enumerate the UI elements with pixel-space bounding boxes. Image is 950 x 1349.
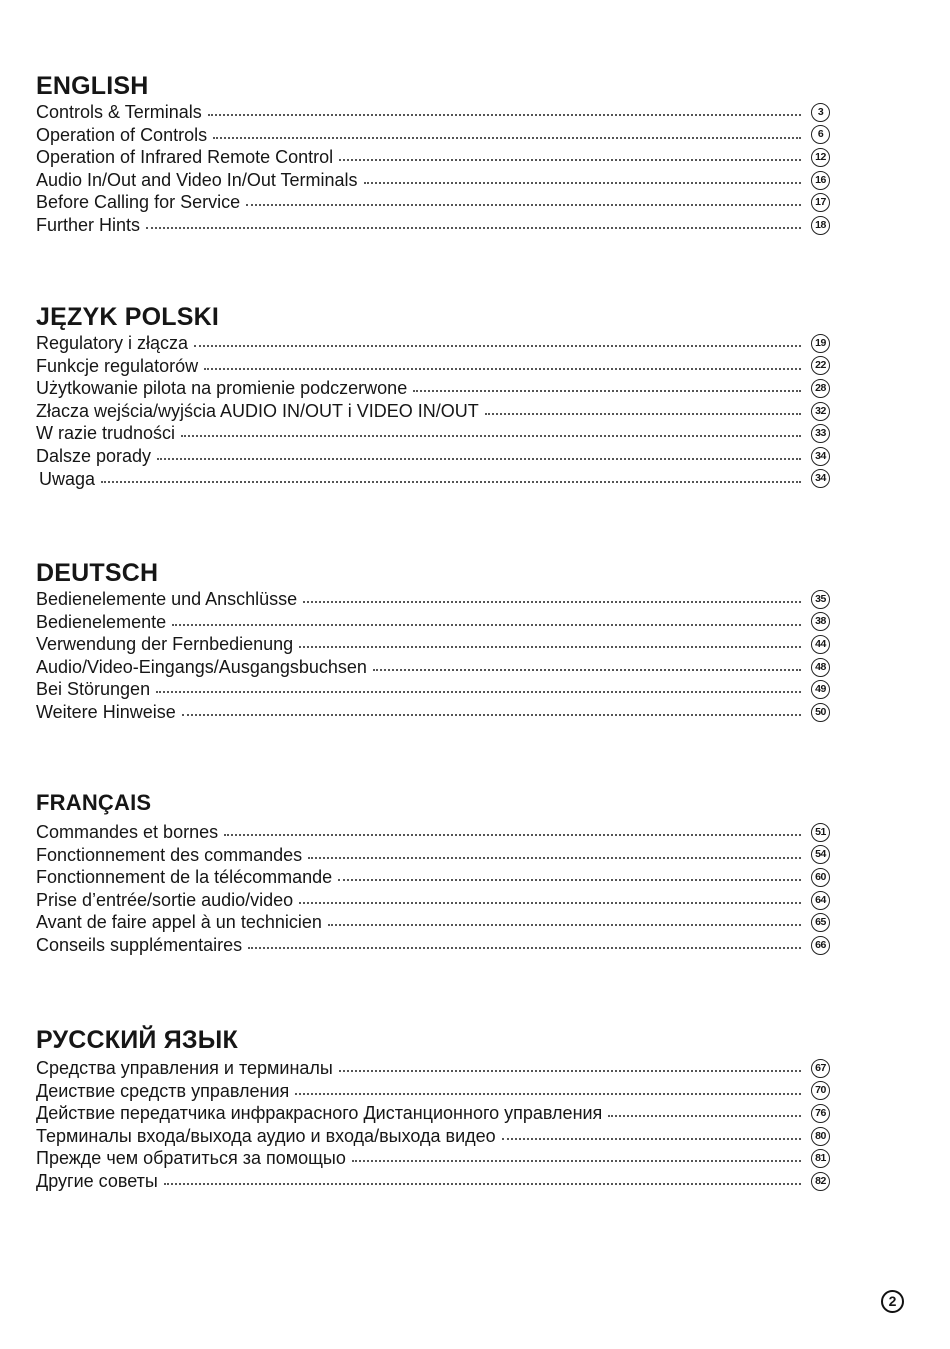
toc-entry-page-number: 33 [811, 424, 830, 443]
toc-entry-label: Терминалы входа/выхода аудио и входа/выхода видео [36, 1125, 496, 1146]
toc-entry-label: Bedienelemente [36, 611, 167, 632]
toc-entry-label: Средства управления и терминалы [36, 1058, 333, 1078]
toc-entry-label: Operation of Infrared Remote Control [36, 147, 334, 168]
dot-leader [373, 668, 801, 671]
toc-entry[interactable] [36, 1147, 830, 1170]
dot-leader [364, 181, 801, 184]
dot-leader [164, 1182, 801, 1185]
toc-entry-page-number: 60 [811, 868, 830, 887]
toc-entry[interactable] [36, 191, 830, 214]
section-francais [36, 790, 830, 957]
toc-entry-page-number: 49 [811, 680, 830, 699]
toc-entry-page-number: 34 [811, 469, 830, 488]
toc-entry[interactable] [36, 821, 830, 844]
toc-entry[interactable] [36, 146, 830, 169]
toc-list-deutsch [36, 588, 830, 724]
toc-entry-page-number: 51 [811, 823, 830, 842]
dot-leader [608, 1114, 801, 1117]
toc-entry-page-number: 3 [811, 103, 830, 122]
dot-leader [338, 878, 801, 881]
toc-entry[interactable] [36, 889, 830, 912]
toc-entry-page-number: 16 [811, 171, 830, 190]
toc-list-polski [36, 332, 830, 490]
toc-entry[interactable] [36, 633, 830, 656]
section-heading-deutsch: DEUTSCH [36, 559, 159, 587]
toc-entry[interactable] [36, 934, 830, 957]
dot-leader [213, 136, 801, 139]
toc-entry[interactable] [36, 701, 830, 724]
toc-entry-page-number: 70 [811, 1081, 830, 1100]
dot-leader [352, 1159, 801, 1162]
dot-leader [339, 158, 801, 161]
toc-entry[interactable] [36, 678, 830, 701]
toc-entry[interactable] [36, 911, 830, 934]
toc-entry[interactable] [36, 355, 830, 378]
toc-entry-label: Bei Störungen [36, 679, 151, 700]
toc-entry-page-number: 6 [811, 125, 830, 144]
dot-leader [485, 412, 801, 415]
toc-entry-label: Audio/Video-Eingangs/Ausgangsbuchsen [36, 656, 367, 677]
dot-leader [295, 1092, 801, 1095]
toc-entry[interactable] [36, 1102, 830, 1125]
toc-entry-label: Verwendung der Fernbedienung [36, 634, 294, 655]
toc-entry-label: Audio In/Out and Video In/Out Terminals [36, 169, 358, 190]
toc-entry[interactable] [36, 400, 830, 423]
toc-entry-label: Uwaga [39, 468, 96, 489]
toc-entry-label: Conseils supplémentaires [36, 934, 243, 955]
toc-entry-label: Fonctionnement de la télécommande [36, 867, 333, 888]
toc-entry-label: Użytkowanie pilota na promienie podczerwone [36, 378, 408, 399]
dot-leader [194, 344, 801, 347]
toc-entry-label: Further Hints [36, 214, 141, 235]
toc-entry[interactable] [36, 1080, 830, 1103]
toc-entry-page-number: 80 [811, 1127, 830, 1146]
dot-leader [224, 833, 801, 836]
toc-entry[interactable] [36, 445, 830, 468]
toc-entry-label: Operation of Controls [36, 124, 208, 145]
toc-entry[interactable] [36, 588, 830, 611]
section-heading-russian: РУССКИЙ ЯЗЫК [36, 1026, 238, 1054]
page-number: 2 [881, 1290, 904, 1313]
toc-entry-label: Bedienelemente und Anschlüsse [36, 589, 298, 609]
toc-list-francais [36, 821, 830, 957]
toc-entry[interactable] [36, 611, 830, 634]
dot-leader [248, 946, 801, 949]
toc-entry-label: Прежде чем обратиться за помощыо [36, 1148, 346, 1169]
toc-entry[interactable] [36, 214, 830, 237]
toc-entry-page-number: 12 [811, 148, 830, 167]
toc-entry[interactable] [36, 468, 830, 491]
toc-entry[interactable] [36, 844, 830, 867]
toc-entry-page-number: 32 [811, 402, 830, 421]
toc-entry-label: Другие советы [36, 1170, 158, 1191]
toc-list-russian [36, 1057, 830, 1193]
toc-entry-label: Funkcje regulatorów [36, 355, 199, 376]
toc-entry-label: Commandes et bornes [36, 822, 219, 842]
toc-entry-page-number: 22 [811, 356, 830, 375]
toc-entry-page-number: 48 [811, 658, 830, 677]
toc-entry[interactable] [36, 1170, 830, 1193]
toc-entry-label: Fonctionnement des commandes [36, 844, 303, 865]
toc-entry-page-number: 18 [811, 216, 830, 235]
toc-entry-page-number: 81 [811, 1149, 830, 1168]
section-heading-francais: FRANÇAIS [36, 790, 152, 815]
dot-leader [502, 1137, 801, 1140]
toc-entry-page-number: 28 [811, 379, 830, 398]
dot-leader [413, 389, 801, 392]
toc-entry[interactable] [36, 1125, 830, 1148]
toc-entry-label: Before Calling for Service [36, 192, 241, 213]
dot-leader [299, 901, 801, 904]
toc-entry[interactable] [36, 1057, 830, 1080]
toc-entry-page-number: 17 [811, 193, 830, 212]
toc-entry-label: Controls & Terminals [36, 102, 202, 122]
dot-leader [308, 856, 801, 859]
toc-entry[interactable] [36, 101, 830, 124]
toc-entry-label: Avant de faire appel à un technicien [36, 912, 322, 933]
toc-entry-label: Weitere Hinweise [36, 701, 176, 722]
toc-entry-page-number: 50 [811, 703, 830, 722]
dot-leader [157, 457, 801, 460]
toc-entry[interactable] [36, 332, 830, 355]
toc-entry[interactable] [36, 422, 830, 445]
toc-entry-page-number: 64 [811, 891, 830, 910]
toc-entry-page-number: 35 [811, 590, 830, 609]
section-deutsch [36, 559, 830, 724]
toc-entry[interactable] [36, 377, 830, 400]
toc-entry-page-number: 19 [811, 334, 830, 353]
section-polski [36, 303, 830, 490]
toc-entry-page-number: 67 [811, 1059, 830, 1078]
toc-entry[interactable] [36, 656, 830, 679]
toc-entry-label: Деиствие средств управления [36, 1080, 290, 1101]
toc-entry-label: Złacza wejścia/wyjścia AUDIO IN/OUT i VIDEO IN/OUT [36, 400, 479, 421]
dot-leader [181, 434, 801, 437]
dot-leader [172, 623, 801, 626]
dot-leader [204, 367, 801, 370]
dot-leader [339, 1069, 801, 1072]
dot-leader [208, 113, 801, 116]
toc-entry-page-number: 54 [811, 845, 830, 864]
toc-entry-page-number: 38 [811, 612, 830, 631]
dot-leader [156, 690, 801, 693]
toc-entry-page-number: 76 [811, 1104, 830, 1123]
toc-entry-page-number: 82 [811, 1172, 830, 1191]
dot-leader [246, 203, 801, 206]
dot-leader [101, 480, 801, 483]
toc-entry[interactable] [36, 124, 830, 147]
toc-entry-label: Dalsze porady [36, 445, 152, 466]
toc-entry-page-number: 34 [811, 447, 830, 466]
dot-leader [328, 923, 801, 926]
section-english [36, 72, 830, 237]
dot-leader [299, 645, 801, 648]
toc-entry-label: Действие передатчика инфракрасного Дистанционного управления [36, 1103, 603, 1124]
dot-leader [182, 713, 801, 716]
section-heading-polski: JĘZYK POLSKI [36, 303, 219, 331]
toc-entry-page-number: 44 [811, 635, 830, 654]
dot-leader [146, 226, 801, 229]
toc-entry-label: W razie trudności [36, 423, 176, 444]
dot-leader [303, 600, 801, 603]
section-heading-english: ENGLISH [36, 72, 149, 100]
toc-list-english [36, 101, 830, 237]
toc-entry-page-number: 66 [811, 936, 830, 955]
toc-entry[interactable] [36, 866, 830, 889]
toc-entry-label: Prise d’entrée/sortie audio/video [36, 889, 294, 910]
toc-entry[interactable] [36, 169, 830, 192]
toc-entry-page-number: 65 [811, 913, 830, 932]
toc-entry-label: Regulatory i złącza [36, 333, 189, 353]
section-russian [36, 1026, 830, 1193]
